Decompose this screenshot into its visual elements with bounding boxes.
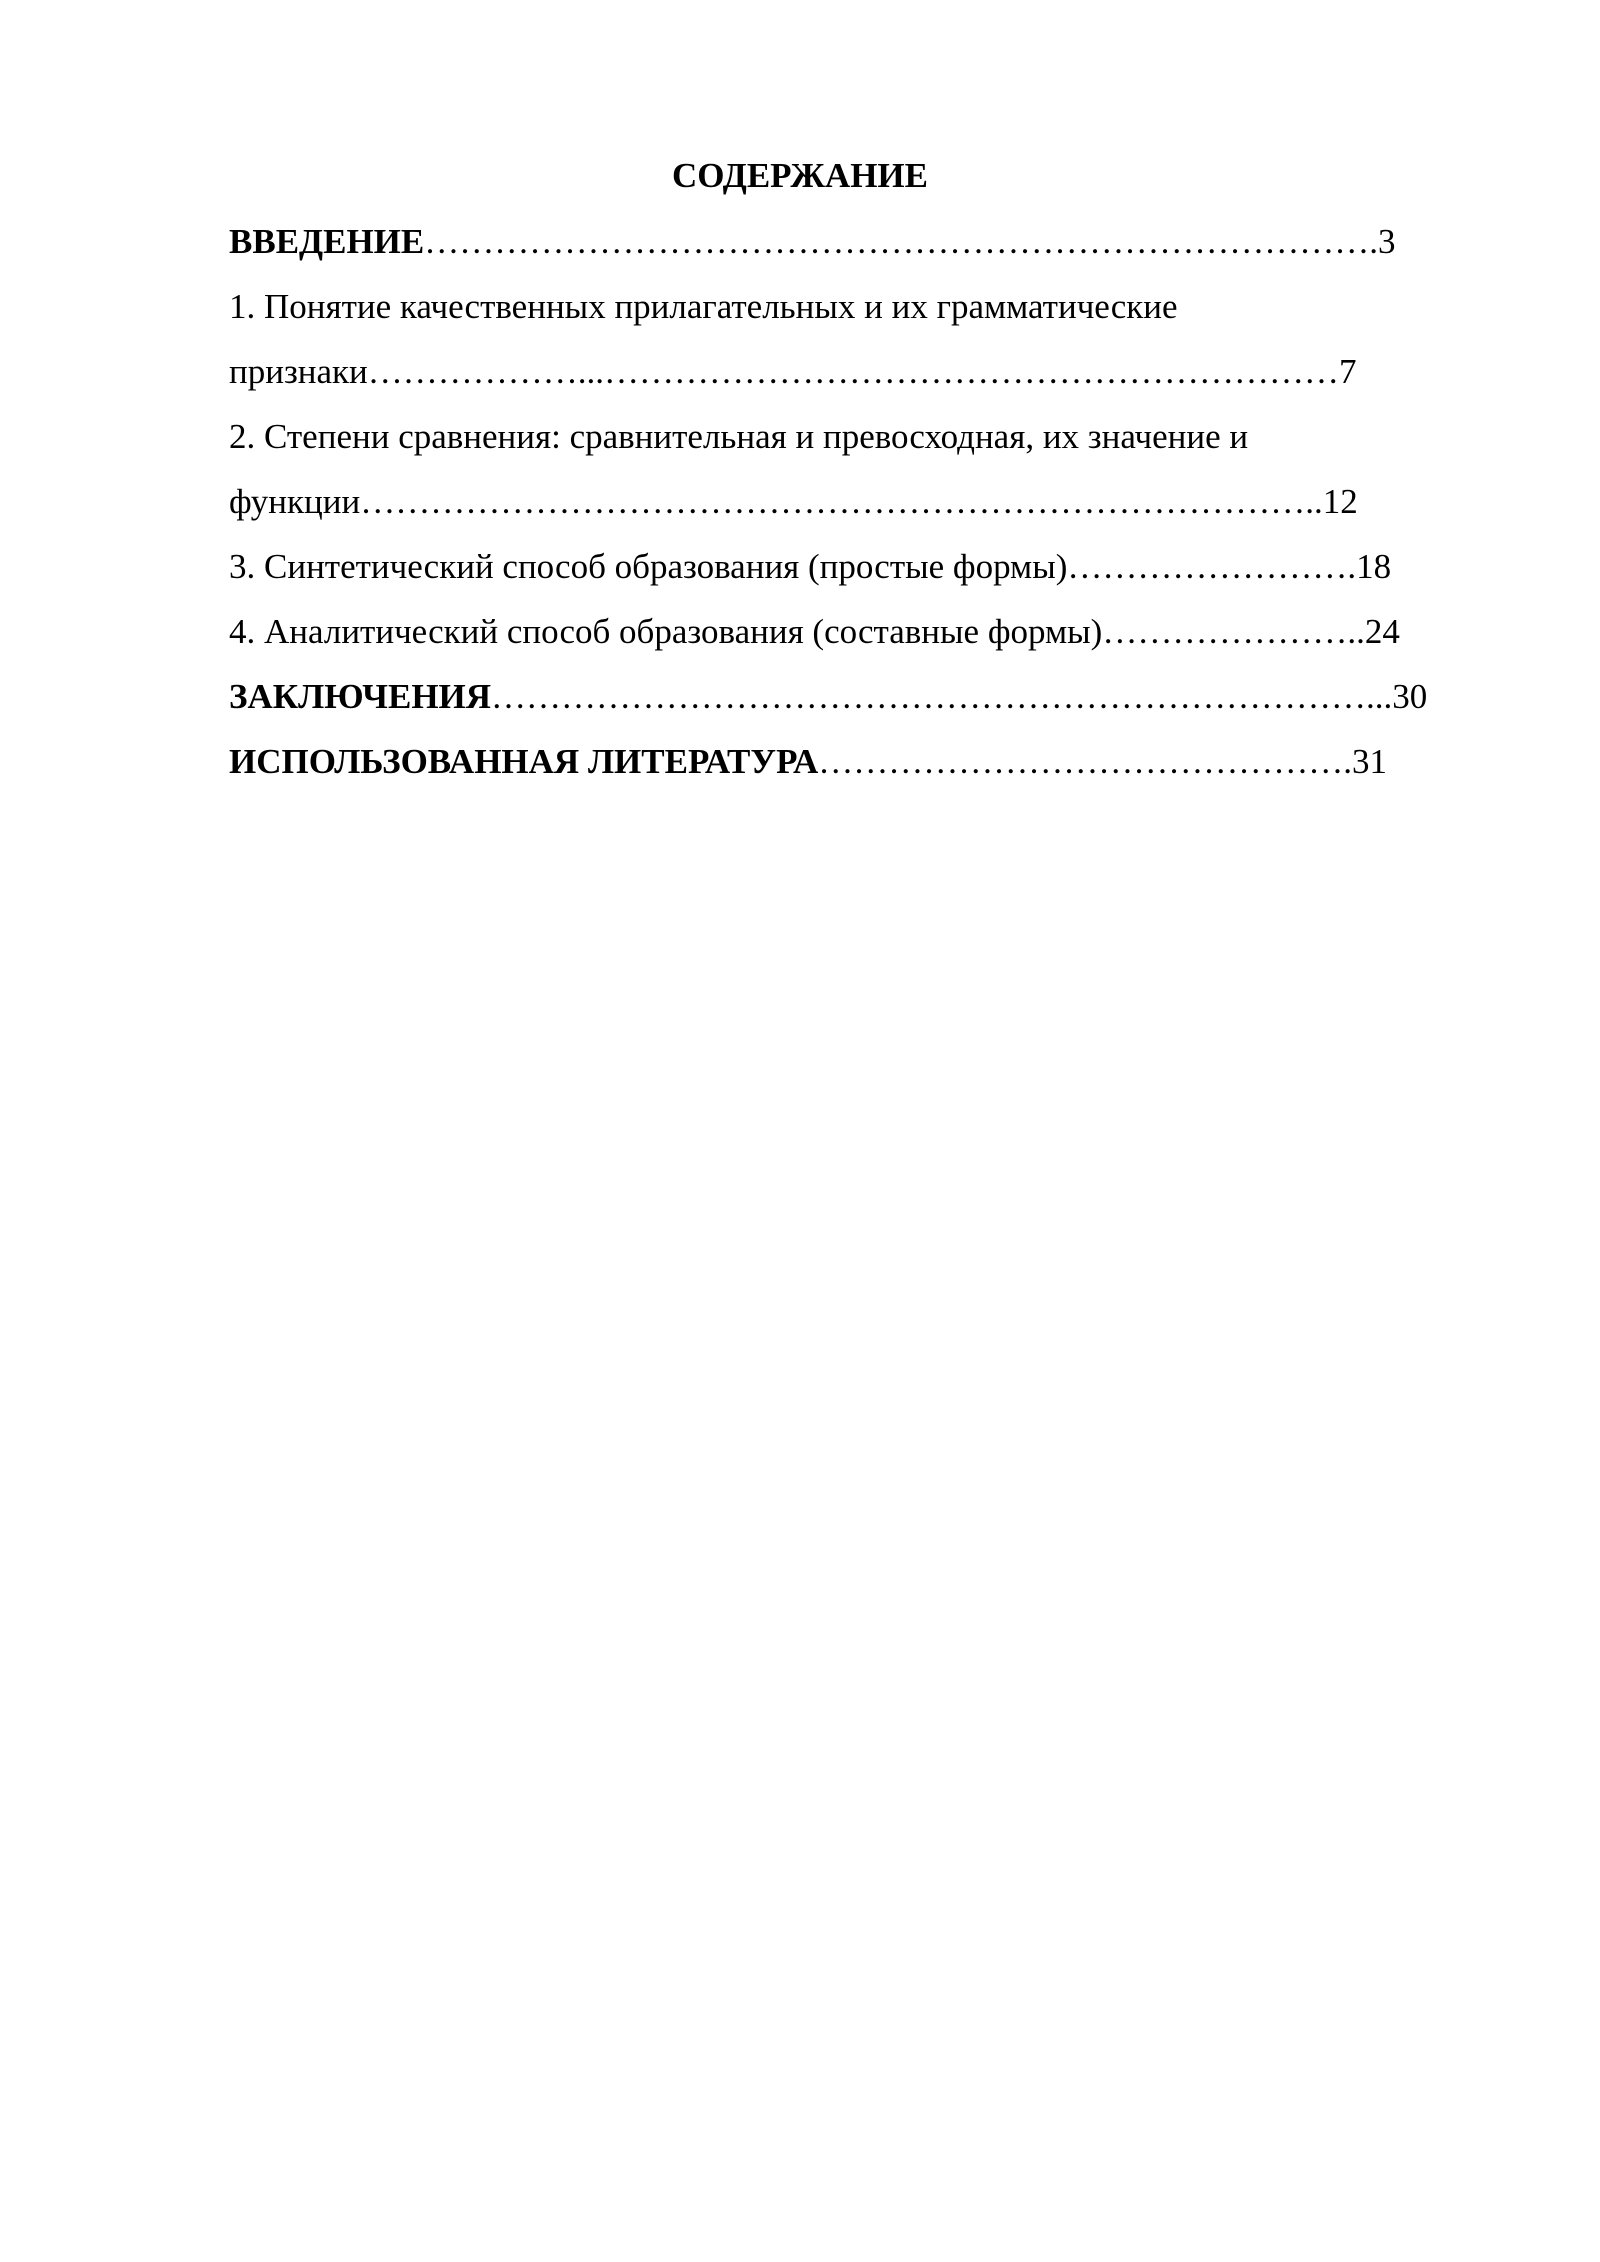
toc-entry-leader: ………………………………………. <box>818 742 1353 781</box>
toc-entry-page-number: 18 <box>1356 547 1392 586</box>
toc-entry-4[interactable] <box>229 608 1400 656</box>
toc-entry-references[interactable] <box>229 738 1387 786</box>
toc-entry-1-line-2[interactable] <box>229 348 1357 396</box>
toc-entry-3[interactable] <box>229 543 1391 591</box>
toc-entry-title: ВВЕДЕНИЕ <box>229 222 425 261</box>
toc-entry-introduction[interactable] <box>229 218 1396 266</box>
toc-entry-leader: ………………...……………………………………………………… <box>367 352 1340 391</box>
toc-entry-title-continuation: признаки <box>229 352 368 391</box>
toc-entry-page-number: 30 <box>1392 677 1428 716</box>
toc-entry-2-line-1[interactable] <box>229 413 1248 461</box>
toc-entry-page-number: 12 <box>1322 482 1358 521</box>
toc-entry-conclusion[interactable] <box>229 673 1427 721</box>
toc-entry-2-line-2[interactable] <box>229 478 1358 526</box>
toc-entry-title: 3. Синтетический способ образования (простые формы) <box>229 547 1068 586</box>
toc-entry-title-continuation: функции <box>229 482 361 521</box>
toc-entry-leader: ……………………………………………………………………….. <box>360 482 1323 521</box>
toc-entry-title: 1. Понятие качественных прилагательных и их грамматические <box>229 287 1178 326</box>
toc-entry-title: 2. Степени сравнения: сравнительная и превосходная, их значение и <box>229 417 1249 456</box>
toc-entry-leader: ………………………………………………………………………. <box>424 222 1379 261</box>
toc-entry-leader: ………………….. <box>1102 612 1365 651</box>
toc-entry-page-number: 31 <box>1352 742 1388 781</box>
toc-entry-title: 4. Аналитический способ образования (составные формы) <box>229 612 1103 651</box>
toc-entry-leader: ……………………. <box>1067 547 1357 586</box>
toc-entry-leader: …………………………………………………………………... <box>491 677 1393 716</box>
toc-entry-page-number: 24 <box>1364 612 1400 651</box>
toc-entry-page-number: 3 <box>1378 222 1396 261</box>
page-title: СОДЕРЖАНИЕ <box>671 156 928 195</box>
toc-entry-title: ЗАКЛЮЧЕНИЯ <box>229 677 492 716</box>
toc-entry-title: ИСПОЛЬЗОВАННАЯ ЛИТЕРАТУРА <box>229 742 819 781</box>
toc-entry-1-line-1[interactable] <box>229 283 1178 331</box>
toc-entry-page-number: 7 <box>1339 352 1357 391</box>
